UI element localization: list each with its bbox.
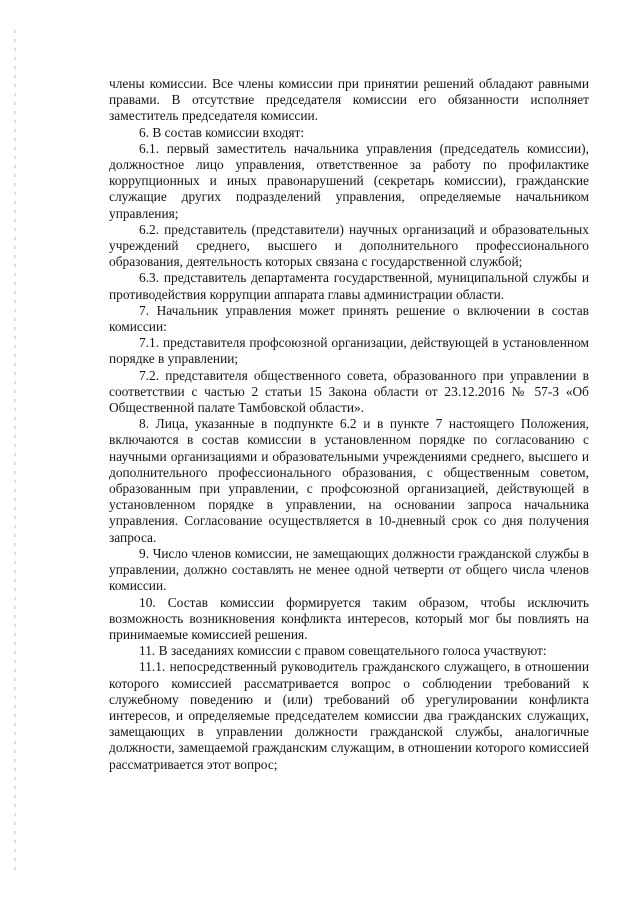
paragraph-continuation: члены комиссии. Все члены комиссии при принятии решений обладают равными правами. В отсутствие председателя комиссии его обязанности исполняет заместитель председателя комиссии. <box>109 76 589 124</box>
paragraph-7-1: 7.1. представителя профсоюзной организации, действующей в установленном порядке в управлении; <box>109 335 589 367</box>
paragraph-6-1: 6.1. первый заместитель начальника управления (председатель комиссии), должностное лицо управления, ответственное за работу по профилактике коррупционных и иных правонарушений (секретарь комиссии), гражданские служащие других подразделений управления, определяемые начальником управления; <box>109 140 589 221</box>
paragraph-11: 11. В заседаниях комиссии с правом совещательного голоса участвуют: <box>139 643 547 659</box>
paragraph-6-3: 6.3. представитель департамента государственной, муниципальной службы и противодействия коррупции аппарата главы администрации области. <box>109 270 589 302</box>
paragraph-10: 10. Состав комиссии формируется таким образом, чтобы исключить возможность возникновения конфликта интересов, который мог бы повлиять на принимаемые комиссией решения. <box>109 594 589 642</box>
paragraph-8: 8. Лица, указанные в подпункте 6.2 и в пункте 7 настоящего Положения, включаются в состав комиссии в установленном порядке по согласованию с научными организациями и образовательными учреждениями среднего, высшего и дополнительного профессионального образования, с общественным советом, образованным при управлении, с профсоюзной организацией, действующей в установленном порядке в управлении, на основании запроса начальника управления. Согласование осуществляется в 10-дневный срок со дня получения запроса. <box>109 416 589 545</box>
paragraph-6: 6. В состав комиссии входят: <box>139 124 305 140</box>
scan-edge-artifact <box>14 30 16 870</box>
paragraph-6-2: 6.2. представитель (представители) научных организаций и образовательных учреждений среднего, высшего и дополнительного профессионального образования, деятельность которых связана с государственной службой; <box>109 221 589 270</box>
document-body <box>109 76 589 773</box>
paragraph-7: 7. Начальник управления может принять решение о включении в состав комиссии: <box>109 302 589 335</box>
paragraph-11-1: 11.1. непосредственный руководитель гражданского служащего, в отношении которого комиссией рассматривается вопрос о соблюдении требований к служебному поведению и (или) требований об урегулировании конфликта интересов, и определяемые председателем комиссии два гражданских служащих, замещающих в управлении должности гражданской службы, аналогичные должности, замещаемой гражданским служащим, в отношении которого комиссией рассматривается этот вопрос; <box>109 659 589 772</box>
paragraph-7-2: 7.2. представителя общественного совета, образованного при управлении в соответствии с частью 2 статьи 15 Закона области от 23.12.2016 № 57-З «Об Общественной палате Тамбовской области». <box>109 367 589 416</box>
paragraph-9: 9. Число членов комиссии, не замещающих должности гражданской службы в управлении, должно составлять не менее одной четверти от общего числа членов комиссии. <box>109 545 589 594</box>
